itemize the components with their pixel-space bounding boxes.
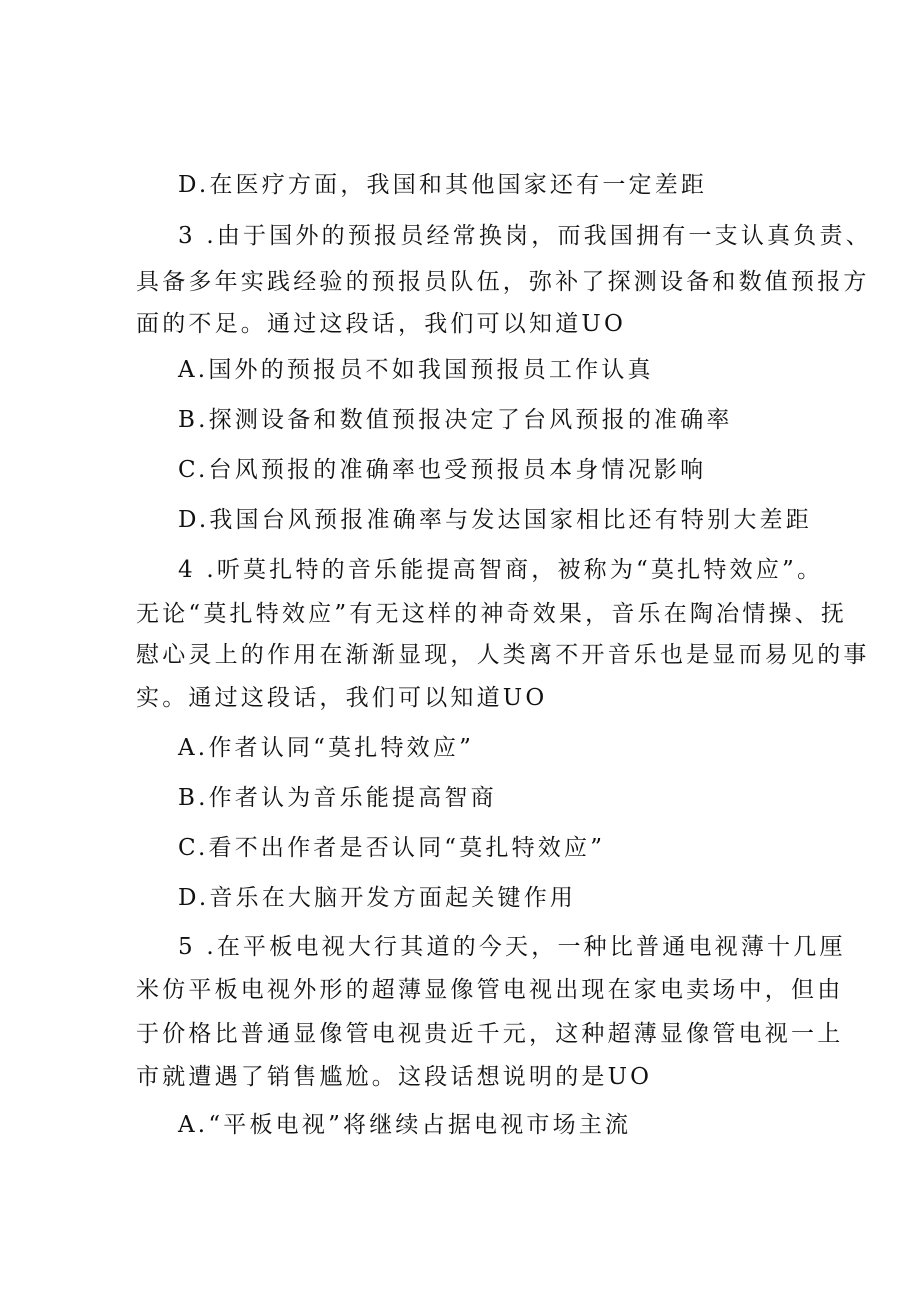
q5-stem-line-4: 市就遭遇了销售尴尬。这段话想说明的是UO	[136, 1064, 653, 1090]
q3-option-a: A.国外的预报员不如我国预报员工作认真	[178, 357, 654, 383]
q5-stem-line-3: 于价格比普通显像管电视贵近千元，这种超薄显像管电视一上	[136, 1021, 844, 1047]
q3-option-b: B.探测设备和数值预报决定了台风预报的准确率	[178, 407, 733, 433]
q4-option-c: C.看不出作者是否认同“莫扎特效应”	[178, 835, 606, 861]
q5-option-a: A.“平板电视”将继续占据电视市场主流	[178, 1112, 632, 1138]
q4-stem-line-4: 实。通过这段话，我们可以知道UO	[136, 685, 548, 711]
q4-stem-line-2: 无论“莫扎特效应”有无这样的神奇效果，音乐在陶冶情操、抚	[136, 601, 848, 627]
q5-stem-line-1: 5 .在平板电视大行其道的今天，一种比普通电视薄十几厘	[178, 934, 846, 960]
q3-stem-line-2: 具备多年实践经验的预报员队伍，弥补了探测设备和数值预报方	[136, 269, 870, 295]
q3-option-c: C.台风预报的准确率也受预报员本身情况影响	[178, 457, 707, 483]
q5-stem-line-2: 米仿平板电视外形的超薄显像管电视出现在家电卖场中，但由	[136, 977, 844, 1003]
q3-option-d: D.我国台风预报准确率与发达国家相比还有特别大差距	[178, 507, 812, 533]
q4-option-b: B.作者认为音乐能提高智商	[178, 785, 497, 811]
q4-option-d: D.音乐在大脑开发方面起关键作用	[178, 885, 577, 911]
q4-stem-line-1: 4 .听莫扎特的音乐能提高智商，被称为“莫扎特效应”。	[178, 557, 824, 583]
q3-stem-line-3: 面的不足。通过这段话，我们可以知道UO	[136, 311, 627, 337]
q4-option-a: A.作者认同“莫扎特效应”	[178, 735, 475, 761]
q3-stem-line-1: 3 .由于国外的预报员经常换岗，而我国拥有一支认真负责、	[178, 223, 872, 249]
q4-stem-line-3: 慰心灵上的作用在渐渐显现，人类离不开音乐也是显而易见的事	[136, 642, 870, 668]
q2-option-d: D.在医疗方面，我国和其他国家还有一定差距	[178, 172, 708, 198]
